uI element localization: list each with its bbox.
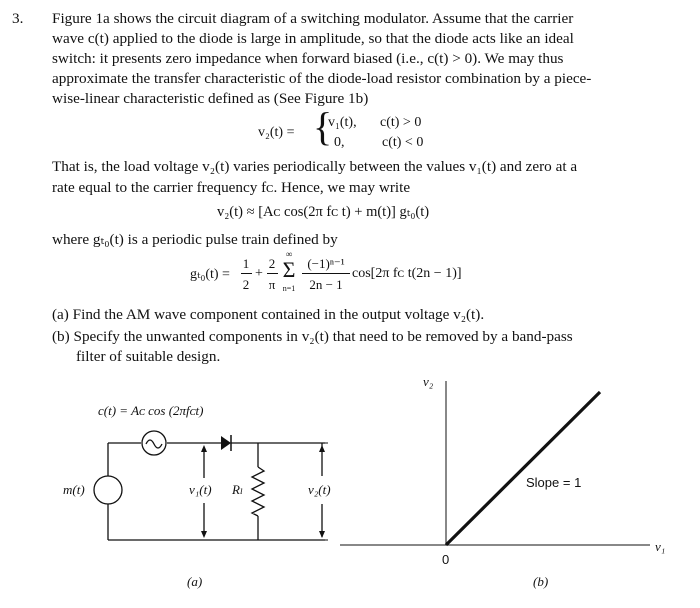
x-axis-label: v₁ [655, 539, 666, 554]
characteristic-line [446, 392, 600, 545]
carrier-label: c(t) = Aᴄ cos (2πfᴄt) [98, 403, 204, 418]
problem-line-3: switch: it presents zero impedance when forward biased (i.e., c(t) > 0). We may thus [52, 50, 564, 67]
eq3-tail: cos[2π fᴄ t(2n − 1)] [352, 266, 462, 281]
figure-a-caption: (a) [187, 574, 203, 589]
ac-wave-icon [146, 440, 162, 448]
v1-label: v₁(t) [189, 482, 212, 497]
eq3-coef-den: π [268, 277, 276, 292]
part-a: (a) Find the AM wave component contained in the output voltage v₂(t). [52, 306, 485, 323]
eq3-half-num: 1 [242, 256, 250, 271]
eq1-lhs: v₂(t) = [258, 125, 295, 140]
para3: where gₜ₀(t) is a periodic pulse train defined by [52, 231, 338, 248]
eq3-sigma: Σ [282, 257, 296, 282]
problem-line-5: wise-linear characteristic defined as (See Figure 1b) [52, 90, 369, 107]
eq1-case2-value: 0, [334, 135, 345, 150]
eq3-plus: + [255, 266, 263, 281]
eq1-brace: { [313, 104, 333, 149]
problem-line-1: Figure 1a shows the circuit diagram of a switching modulator. Assume that the carrier [52, 10, 574, 27]
origin-label: 0 [442, 552, 450, 567]
resistor-label: Rₗ [232, 482, 244, 497]
v2-arrowhead-top [319, 445, 325, 452]
eq3-sum-top: ∞ [285, 249, 293, 259]
slope-label: Slope = 1 [526, 475, 582, 490]
figure-b-caption: (b) [533, 574, 549, 589]
eq3-frac-num: (−1)ⁿ⁻¹ [307, 256, 345, 271]
part-b-line-2: filter of suitable design. [76, 348, 221, 365]
para2-line-2: rate equal to the carrier frequency fᴄ. Hence, we may write [52, 179, 411, 196]
v1-arrowhead-top [201, 445, 207, 452]
problem-line-4: approximate the transfer characteristic of the diode-load resistor combination by a piece- [52, 70, 592, 87]
message-source-label: m(t) [63, 482, 85, 497]
eq1-case2-cond: c(t) < 0 [382, 135, 424, 150]
eq1-case1-cond: c(t) > 0 [380, 115, 422, 130]
eq3-coef-num: 2 [268, 256, 276, 271]
part-b-line-1: (b) Specify the unwanted components in v₂(t) that need to be removed by a band-pass [52, 328, 573, 345]
eq1-case1-value: v₁(t), [328, 115, 357, 130]
message-source [94, 476, 122, 504]
resistor [252, 467, 264, 516]
problem-number: 3. [12, 10, 24, 27]
eq2: v₂(t) ≈ [Aᴄ cos(2π fᴄ t) + m(t)] gₜ₀(t) [217, 204, 430, 220]
eq3-frac-den: 2n − 1 [309, 277, 343, 292]
v1-arrowhead-bottom [201, 531, 207, 538]
eq3-half-den: 2 [242, 277, 250, 292]
para2-line-1: That is, the load voltage v₂(t) varies periodically between the values v₁(t) and zero at a [52, 158, 578, 175]
eq3-lhs: gₜ₀(t) = [190, 267, 230, 282]
y-axis-label: v₂ [423, 374, 434, 389]
problem-line-2: wave c(t) applied to the diode is large in amplitude, so that the diode acts like an ideal [52, 30, 574, 47]
eq3-sum-bot: n=1 [282, 284, 296, 293]
diode-icon [221, 436, 231, 450]
v2-arrowhead-bottom [319, 531, 325, 538]
v2-label: v₂(t) [308, 482, 331, 497]
